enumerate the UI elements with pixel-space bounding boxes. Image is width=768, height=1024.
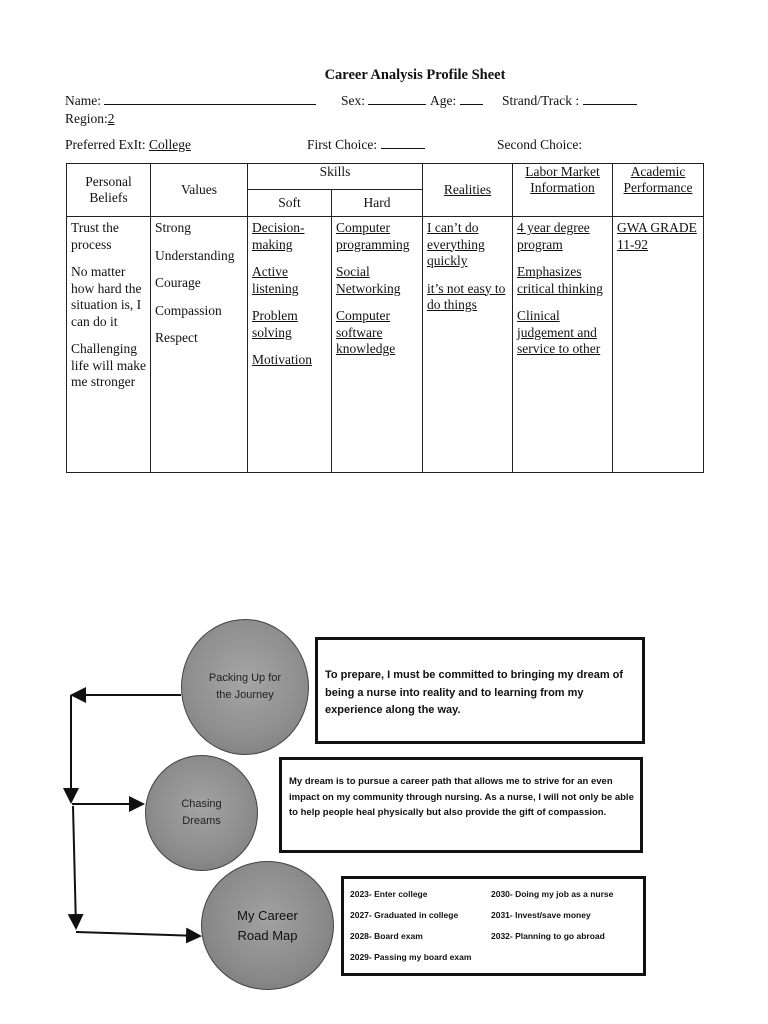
labor-item: 4 year degree program <box>517 220 590 252</box>
header-soft: Soft <box>248 190 332 217</box>
value-item: Compassion <box>155 302 222 318</box>
header-skills: Skills <box>248 164 423 190</box>
labor-item: Clinical judgement and service to other <box>517 308 601 356</box>
hard-skill-item: Computer programming <box>336 220 410 252</box>
header-personal-beliefs-line1: Personal <box>85 174 132 189</box>
packing-up-circle <box>181 619 309 755</box>
belief-item: No matter how hard the situation is, I can do it <box>71 264 142 329</box>
region-label: Region: <box>65 111 108 126</box>
header-labor-line2: Information <box>530 180 595 195</box>
header-personal-beliefs-line2: Beliefs <box>89 190 128 205</box>
soft-skill-item: Problem solving <box>252 308 298 340</box>
exit-label: Preferred ExIt: <box>65 137 146 152</box>
soft-skill-item: Active listening <box>252 264 299 296</box>
milestone-item: 2023- Enter college <box>350 889 428 899</box>
belief-item: Challenging life will make me stronger <box>71 341 146 389</box>
milestones-box <box>341 876 646 976</box>
soft-skill-item: Motivation <box>252 352 312 367</box>
career-road-map-label: My Career Road Map <box>237 907 298 943</box>
region-value: 2 <box>107 111 115 126</box>
header-academic-line1: Academic <box>630 164 686 179</box>
dream-box <box>279 757 643 853</box>
milestone-item: 2031- Invest/save money <box>491 910 591 920</box>
career-road-map-circle <box>201 861 334 990</box>
value-item: Understanding <box>155 247 235 263</box>
value-item: Courage <box>155 275 201 290</box>
chasing-dreams-circle <box>145 755 258 871</box>
prepare-text: To prepare, I must be committed to bringing my dream of being a nurse into reality and to learning from my experience along the way. <box>325 669 624 716</box>
first-choice-label: First Choice: <box>307 137 378 152</box>
value-item: Strong <box>155 220 192 235</box>
reality-item: it’s not easy to do things <box>427 280 506 312</box>
page-title: Career Analysis Profile Sheet <box>324 67 506 83</box>
dream-text: My dream is to pursue a career path that allows me to strive for an even impact on my community through nursing. As a nurse, I will not only be able to help people heal physically but also provide the gift of compassion. <box>289 776 634 818</box>
arrow-to-road-map <box>76 932 200 936</box>
packing-up-label: Packing Up for the Journey <box>208 672 282 701</box>
header-values: Values <box>151 164 248 217</box>
hard-skill-item: Computer software knowledge <box>336 308 396 356</box>
header-academic-line2: Performance <box>623 180 693 195</box>
milestone-item: 2027- Graduated in college <box>350 910 459 920</box>
milestone-item: 2030- Doing my job as a nurse <box>491 889 614 899</box>
second-choice-label: Second Choice: <box>497 137 583 152</box>
chasing-dreams-label: Chasing Dreams <box>181 798 222 827</box>
milestone-item: 2028- Board exam <box>350 931 423 941</box>
academic-item: GWA GRADE 11-92 <box>617 220 697 252</box>
header-hard: Hard <box>332 190 423 217</box>
sex-label: Sex: <box>341 93 366 108</box>
header-realities: Realities <box>423 164 513 217</box>
name-label: Name: <box>65 93 101 108</box>
strand-label: Strand/Track : <box>502 93 580 108</box>
milestone-item: 2032- Planning to go abroad <box>491 931 605 941</box>
soft-skill-item: Decision-making <box>252 220 305 252</box>
exit-value: College <box>148 137 191 152</box>
reality-item: I can’t do everything quickly <box>427 220 485 268</box>
age-label: Age: <box>430 93 457 108</box>
hard-skill-item: Social Networking <box>336 264 401 296</box>
arrow-down-2 <box>73 806 76 928</box>
labor-item: Emphasizes critical thinking <box>517 264 603 296</box>
header-labor-line1: Labor Market <box>525 164 600 179</box>
belief-item: Trust the process <box>71 220 119 252</box>
milestone-item: 2029- Passing my board exam <box>350 952 472 962</box>
prepare-box <box>315 637 645 744</box>
value-item: Respect <box>155 330 198 345</box>
